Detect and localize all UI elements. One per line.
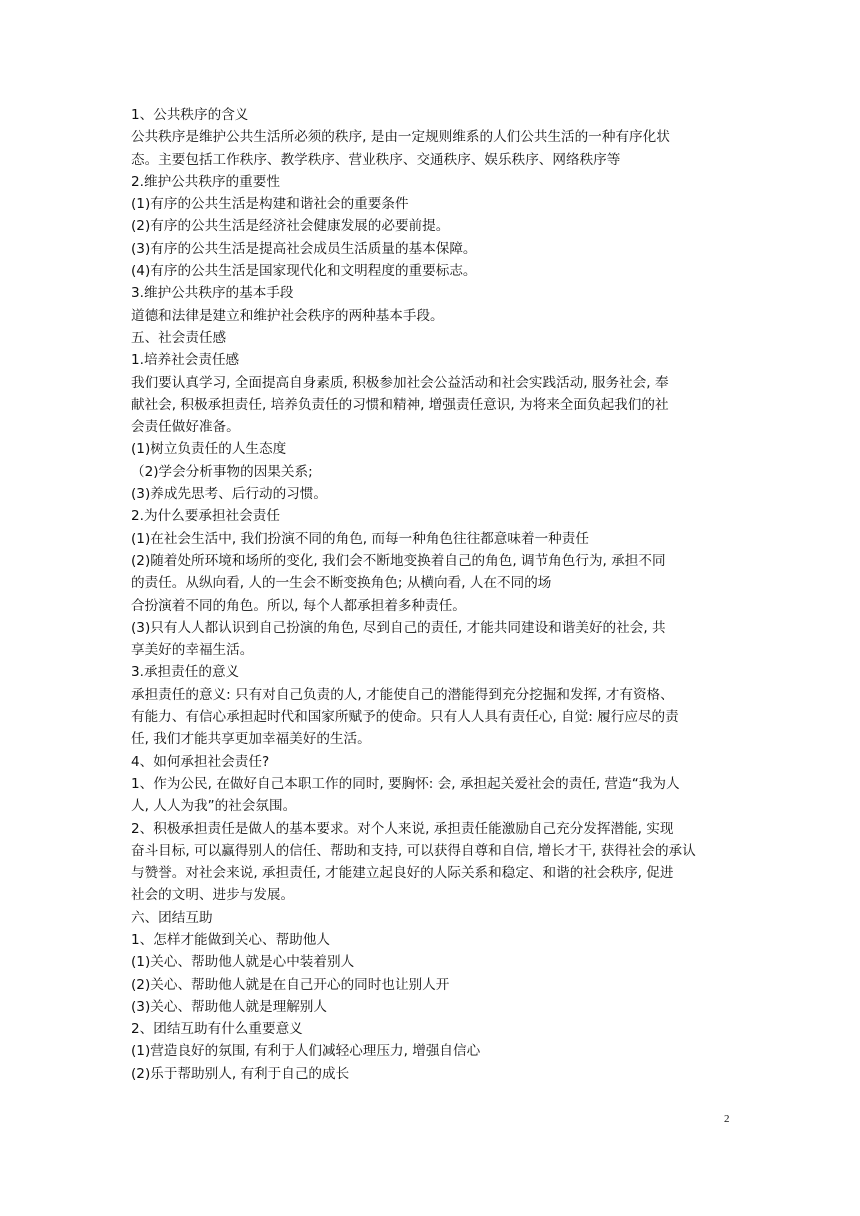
text-line: (1)关心、帮助他人就是心中装着别人: [131, 954, 355, 971]
text-line: 奋斗目标, 可以赢得别人的信任、帮助和支持, 可以获得自尊和自信, 增长才干, 获得社会的承认: [131, 842, 696, 859]
text-line: 3.维护公共秩序的基本手段: [131, 285, 294, 302]
text-line: (1)营造良好的氛围, 有利于人们减轻心理压力, 增强自信心: [131, 1043, 481, 1060]
text-line: 我们要认真学习, 全面提高自身素质, 积极参加社会公益活动和社会实践活动, 服务社会, 奉: [131, 374, 669, 391]
text-line: (2)有序的公共生活是经济社会健康发展的必要前提。: [131, 218, 450, 235]
text-line: (1)树立负责任的人生态度: [131, 441, 287, 458]
text-line: 有能力、有信心承担起时代和国家所赋予的使命。只有人人具有责任心, 自觉: 履行应尽的责: [131, 709, 679, 726]
text-line: 享美好的幸福生活。: [131, 642, 254, 659]
text-line: 人, 人人为我”的社会氛围。: [131, 798, 297, 815]
text-line: (2)随着处所环境和场所的变化, 我们会不断地变换着自己的角色, 调节角色行为, 承担不同: [131, 552, 666, 569]
text-line: 4、如何承担社会责任?: [131, 753, 270, 770]
page-number: 2: [724, 1113, 730, 1125]
text-line: (3)只有人人都认识到自己扮演的角色, 尽到自己的责任, 才能共同建设和谐美好的社会, 共: [131, 619, 666, 636]
text-line: 1、公共秩序的含义: [131, 107, 249, 123]
text-line: 2、积极承担责任是做人的基本要求。对个人来说, 承担责任能激励自己充分发挥潜能, 实现: [131, 820, 674, 837]
text-line: 1、作为公民, 在做好自己本职工作的同时, 要胸怀: 会, 承担起关爱社会的责任, 营造“我为人: [131, 775, 680, 792]
text-line: 态。主要包括工作秩序、教学秩序、营业秩序、交通秩序、娱乐秩序、网络秩序等: [131, 151, 621, 168]
text-line: 3.承担责任的意义: [131, 664, 240, 681]
text-line: (1)有序的公共生活是构建和谐社会的重要条件: [131, 196, 409, 213]
text-line: 六、团结互助: [131, 909, 213, 926]
text-line: 任, 我们才能共享更加幸福美好的生活。: [131, 731, 371, 748]
text-line: 公共秩序是维护公共生活所必须的秩序, 是由一定规则维系的人们公共生活的一种有序化状: [131, 129, 670, 146]
text-line: (2)乐于帮助别人, 有利于自己的成长: [131, 1065, 350, 1082]
text-line: (1)在社会生活中, 我们扮演不同的角色, 而每一种角色往往都意味着一种责任: [131, 530, 589, 547]
text-line: 的责任。从纵向看, 人的一生会不断变换角色; 从横向看, 人在不同的场: [131, 575, 552, 592]
text-line: 2、团结互助有什么重要意义: [131, 1021, 303, 1038]
text-line: （2)学会分析事物的因果关系;: [131, 463, 313, 480]
text-line: 道德和法律是建立和维护社会秩序的两种基本手段。: [131, 307, 444, 324]
text-line: (2)关心、帮助他人就是在自己开心的同时也让别人开: [131, 976, 450, 993]
text-line: 合扮演着不同的角色。所以, 每个人都承担着多种责任。: [131, 597, 466, 614]
text-line: (3)有序的公共生活是提高社会成员生活质量的基本保障。: [131, 240, 477, 257]
text-line: 承担责任的意义: 只有对自己负责的人, 才能使自己的潜能得到充分挖掘和发挥, 才有资格、: [131, 686, 674, 703]
text-line: (4)有序的公共生活是国家现代化和文明程度的重要标志。: [131, 263, 477, 280]
text-line: 与赞誉。对社会来说, 承担责任, 才能建立起良好的人际关系和稳定、和谐的社会秩序, 促进: [131, 865, 674, 882]
text-line: 社会的文明、进步与发展。: [131, 887, 295, 904]
text-line: 2.为什么要承担社会责任: [131, 508, 280, 525]
text-line: 会责任做好准备。: [131, 419, 240, 436]
document-body: [131, 104, 736, 1085]
text-line: (3)养成先思考、后行动的习惯。: [131, 486, 327, 503]
text-line: 1、怎样才能做到关心、帮助他人: [131, 931, 330, 948]
text-line: (3)关心、帮助他人就是理解别人: [131, 998, 327, 1015]
text-line: 五、社会责任感: [131, 329, 227, 346]
text-line: 2.维护公共秩序的重要性: [131, 173, 280, 190]
text-line: 献社会, 积极承担责任, 培养负责任的习惯和精神, 增强责任意识, 为将来全面负起我们的社: [131, 396, 669, 413]
text-line: 1.培养社会责任感: [131, 352, 240, 369]
